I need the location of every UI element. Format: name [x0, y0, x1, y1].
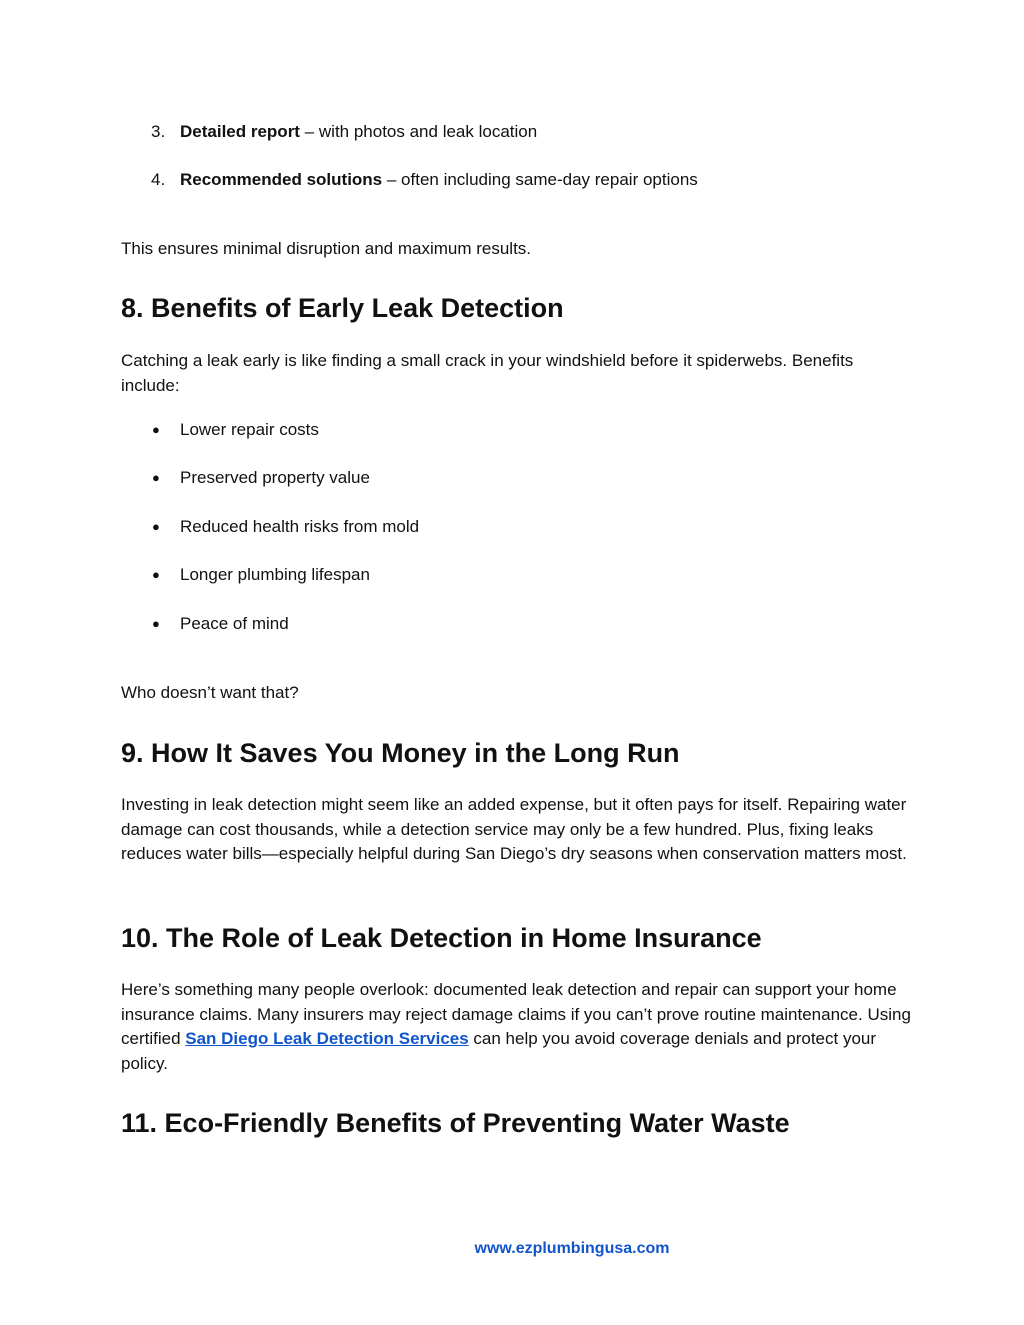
bullet-icon: ● — [152, 567, 160, 582]
bullet-icon: ● — [152, 519, 160, 534]
paragraph-minimal-disruption: This ensures minimal disruption and maximum results. — [121, 239, 532, 258]
paragraph-section-8-intro: Catching a leak early is like finding a small crack in your windshield before it spiderwebs. Benefits include: — [121, 351, 854, 395]
paragraph-section-8-closing: Who doesn’t want that? — [121, 683, 299, 702]
paragraph-section-10 — [121, 978, 911, 1076]
bullet-text: Reduced health risks from mold — [180, 517, 420, 536]
paragraph-section-9: Investing in leak detection might seem like an added expense, but it often pays for itself. Repairing water damage can cost thousands, while a detection service may only be a few hundred. Plus, fixing leaks reduces water bills—especially helpful during San Diego’s dry seasons when conservation matters most. — [121, 795, 907, 863]
heading-section-10: 10. The Role of Leak Detection in Home Insurance — [121, 923, 762, 953]
bullet-text: Preserved property value — [180, 468, 370, 487]
list-item-bold: Detailed report — [180, 122, 300, 141]
heading-section-11: 11. Eco-Friendly Benefits of Preventing Water Waste — [121, 1108, 790, 1138]
bullet-icon: ● — [152, 470, 160, 485]
list-item-bold: Recommended solutions — [180, 170, 383, 189]
bullet-icon: ● — [152, 616, 160, 631]
heading-section-9: 9. How It Saves You Money in the Long Run — [121, 738, 680, 768]
bullet-text: Lower repair costs — [180, 420, 319, 439]
list-number: 3. — [151, 122, 166, 141]
san-diego-leak-detection-link[interactable]: San Diego Leak Detection Services — [185, 1029, 469, 1048]
paragraph-text: Here’s something many people overlook: documented leak detection and repair can support your home insurance claims. Many insurers may reject damage claims if you can’t prove routine maintenance. Using certified — [121, 980, 911, 1048]
heading-section-8: 8. Benefits of Early Leak Detection — [121, 293, 564, 323]
bullet-text: Longer plumbing lifespan — [180, 565, 370, 584]
paragraph-text: can help you avoid coverage denials and protect your policy. — [121, 1029, 877, 1073]
list-item-text: – often including same-day repair options — [382, 170, 698, 189]
bullet-icon: ● — [152, 422, 160, 437]
list-item-text: – with photos and leak location — [299, 122, 538, 141]
list-number: 4. — [151, 170, 166, 189]
bullet-text: Peace of mind — [180, 614, 289, 633]
footer-website-url: www.ezplumbingusa.com — [474, 1240, 670, 1257]
